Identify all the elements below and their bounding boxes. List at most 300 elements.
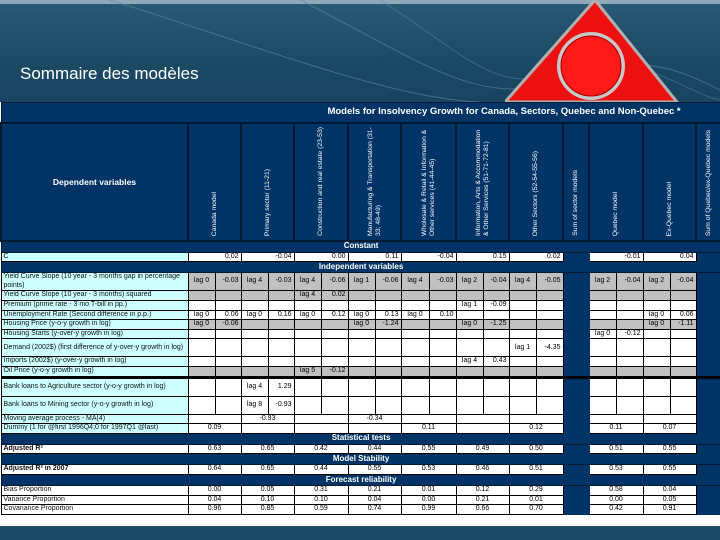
coefficient-cell: 1.29 <box>268 377 294 396</box>
coefficient-cell: -1.24 <box>375 320 401 330</box>
value-cell: 0.64 <box>188 465 241 475</box>
coefficient-cell: -1.11 <box>670 320 696 330</box>
coefficient-cell <box>536 300 563 310</box>
sum-column-cell <box>563 485 589 495</box>
sum-column-cell <box>696 339 720 357</box>
coefficient-cell <box>268 320 294 330</box>
sum-column-cell <box>563 465 589 475</box>
table-row <box>1 252 720 262</box>
lag-cell <box>294 339 321 357</box>
coefficient-cell <box>429 357 456 367</box>
value-cell: 0.01 <box>401 485 456 495</box>
coefficient-cell <box>616 310 643 320</box>
lag-cell: lag 4 <box>294 291 321 301</box>
value-cell <box>456 414 509 424</box>
lag-cell <box>401 357 429 367</box>
section-header-row <box>1 262 720 273</box>
lag-cell <box>188 300 215 310</box>
row-label: Bank loans to Mining sector (y-o-y growth in log) <box>1 396 188 414</box>
row-label: Premium (prime rate - 3 mo T-bill in pp.) <box>1 300 188 310</box>
lag-cell <box>456 339 483 357</box>
value-cell: 0.50 <box>509 444 563 454</box>
coefficient-cell <box>536 366 563 377</box>
sum-column-cell <box>696 366 720 377</box>
coefficient-cell <box>483 329 509 339</box>
table-title-row <box>1 103 720 124</box>
lag-cell <box>241 339 268 357</box>
model-column-header <box>401 123 456 241</box>
coefficient-cell: 0.13 <box>375 310 401 320</box>
coefficient-cell: -0.09 <box>483 300 509 310</box>
table-row <box>1 300 720 310</box>
lag-cell: lag 2 <box>589 273 616 291</box>
coefficient-cell: -4.35 <box>536 339 563 357</box>
value-cell: 0.10 <box>241 495 294 505</box>
row-label: Bank loans to Agriculture sector (y-o-y growth in log) <box>1 377 188 396</box>
value-cell: 0.99 <box>401 505 456 515</box>
coefficient-cell <box>536 310 563 320</box>
lag-cell: lag 0 <box>348 310 375 320</box>
sum-column-cell <box>696 424 720 434</box>
coefficient-cell <box>616 377 643 396</box>
table-row <box>1 377 720 396</box>
coefficient-cell <box>215 339 241 357</box>
lag-cell <box>348 396 375 414</box>
model-name: Manufacturing & Transportation (31-33; 48-49) <box>366 127 382 236</box>
coefficient-cell <box>215 377 241 396</box>
lag-cell <box>294 320 321 330</box>
value-cell: 0.51 <box>509 465 563 475</box>
value-cell <box>643 414 696 424</box>
lag-cell <box>589 339 616 357</box>
value-cell: -0.34 <box>348 414 401 424</box>
slide-banner <box>0 0 720 102</box>
value-cell: 0.31 <box>294 485 348 495</box>
sum-column-cell <box>696 396 720 414</box>
sum-column-cell <box>563 396 589 414</box>
sum-column-cell <box>563 300 589 310</box>
coefficient-cell: 0.06 <box>670 310 696 320</box>
coefficient-cell <box>483 396 509 414</box>
lag-cell <box>188 377 215 396</box>
value-cell: 0.55 <box>348 465 401 475</box>
lag-cell <box>241 329 268 339</box>
section-header: Model Stability <box>1 454 720 465</box>
coefficient-cell: -0.03 <box>268 273 294 291</box>
lag-cell <box>643 366 670 377</box>
sum-column-cell <box>696 300 720 310</box>
lag-cell <box>401 396 429 414</box>
lag-cell <box>348 291 375 301</box>
lag-cell <box>643 339 670 357</box>
coefficient-cell <box>616 291 643 301</box>
row-label: Covariance Proportion <box>1 505 188 515</box>
row-label: Bias Proportion <box>1 485 188 495</box>
coefficient-cell <box>215 329 241 339</box>
lag-cell <box>456 291 483 301</box>
lag-cell <box>294 357 321 367</box>
row-label: C <box>1 252 188 262</box>
model-name: Construction and real estate (23-53) <box>317 127 324 236</box>
value-cell <box>509 414 563 424</box>
lag-cell <box>589 357 616 367</box>
coefficient-cell <box>321 396 348 414</box>
value-cell: 0.53 <box>589 465 643 475</box>
sum-column-cell <box>563 273 589 291</box>
model-name: Information, Arts & Accommodation & Other Services (51-71-72-81) <box>474 129 490 236</box>
coefficient-cell <box>268 291 294 301</box>
lag-cell <box>643 300 670 310</box>
lag-cell: lag 0 <box>188 273 215 291</box>
sum-column-cell <box>696 414 720 424</box>
value-cell: 0.59 <box>294 505 348 515</box>
row-label: Unemployment Rate (Second difference in p.p.) <box>1 310 188 320</box>
lag-cell <box>348 377 375 396</box>
coefficient-cell: -0.12 <box>321 366 348 377</box>
sum-column-cell <box>563 377 589 396</box>
coefficient-cell <box>321 329 348 339</box>
coefficient-cell: -0.05 <box>536 273 563 291</box>
sum-column-cell <box>563 339 589 357</box>
section-header-row <box>1 241 720 253</box>
sum-column-cell <box>696 485 720 495</box>
lag-cell <box>401 291 429 301</box>
coefficient-cell <box>483 377 509 396</box>
lag-cell: lag 4 <box>241 377 268 396</box>
coefficient-cell <box>375 357 401 367</box>
value-cell: 0.11 <box>401 424 456 434</box>
lag-cell <box>589 310 616 320</box>
coefficient-cell <box>536 377 563 396</box>
coefficient-cell <box>429 366 456 377</box>
model-column-header <box>643 123 696 241</box>
coefficient-cell: -0.04 <box>670 273 696 291</box>
coefficient-cell <box>429 291 456 301</box>
value-cell: 0.70 <box>509 505 563 515</box>
sum-column-cell <box>696 252 720 262</box>
sum-column-cell <box>563 310 589 320</box>
value-cell: 0.04 <box>643 252 696 262</box>
value-cell: 0.00 <box>401 495 456 505</box>
value-cell: 0.85 <box>241 505 294 515</box>
value-cell: 0.65 <box>241 465 294 475</box>
coefficient-cell: -0.06 <box>375 273 401 291</box>
table-row <box>1 329 720 339</box>
value-cell: -0.04 <box>241 252 294 262</box>
lag-cell <box>509 310 536 320</box>
coefficient-cell: -0.04 <box>483 273 509 291</box>
value-cell: 0.51 <box>589 444 643 454</box>
lag-cell <box>401 366 429 377</box>
coefficient-cell <box>375 291 401 301</box>
table-row <box>1 339 720 357</box>
coefficient-cell: -0.12 <box>616 329 643 339</box>
sum-column-cell <box>696 495 720 505</box>
model-name: Sum of sector models <box>572 170 579 236</box>
model-column-header <box>188 123 241 241</box>
coefficient-cell <box>536 357 563 367</box>
coefficient-cell <box>616 366 643 377</box>
lag-cell <box>589 396 616 414</box>
lag-cell: lag 4 <box>509 273 536 291</box>
model-column-header <box>241 123 294 241</box>
coefficient-cell <box>429 339 456 357</box>
section-header-row <box>1 454 720 465</box>
section-header: Statistical tests <box>1 433 720 444</box>
value-cell: -0.01 <box>589 252 643 262</box>
sum-column-cell <box>563 320 589 330</box>
value-cell: 0.29 <box>509 485 563 495</box>
sum-column-cell <box>563 329 589 339</box>
lag-cell: lag 1 <box>456 300 483 310</box>
coefficient-cell <box>483 339 509 357</box>
row-label: Adjusted R² in 2007 <box>1 465 188 475</box>
coefficient-cell <box>670 396 696 414</box>
value-cell: 0.42 <box>294 444 348 454</box>
coefficient-cell <box>670 339 696 357</box>
lag-cell: lag 1 <box>509 339 536 357</box>
coefficient-cell: -0.04 <box>616 273 643 291</box>
dependent-variables-header: Dependent variables <box>1 123 188 241</box>
sum-column-cell <box>563 495 589 505</box>
sum-column-cell <box>696 291 720 301</box>
coefficient-cell <box>321 320 348 330</box>
row-label: Variance Proportion <box>1 495 188 505</box>
model-column-header <box>696 123 720 241</box>
lag-cell <box>589 366 616 377</box>
lag-cell <box>401 339 429 357</box>
coefficient-cell <box>616 357 643 367</box>
slide-title: Sommaire des modèles <box>20 64 199 83</box>
value-cell: 0.55 <box>401 444 456 454</box>
lag-cell <box>509 357 536 367</box>
lag-cell <box>188 291 215 301</box>
coefficient-cell <box>670 329 696 339</box>
lag-cell <box>348 339 375 357</box>
coefficient-cell <box>321 357 348 367</box>
value-cell: 0.74 <box>348 505 401 515</box>
lag-cell: lag 0 <box>401 310 429 320</box>
lag-cell <box>188 329 215 339</box>
lag-cell: lag 8 <box>241 396 268 414</box>
lag-cell <box>348 329 375 339</box>
value-cell: 0.42 <box>589 505 643 515</box>
value-cell: 0.02 <box>509 252 563 262</box>
models-summary-table <box>0 102 720 526</box>
coefficient-cell <box>215 396 241 414</box>
value-cell: 0.02 <box>188 252 241 262</box>
lag-cell <box>509 396 536 414</box>
value-cell: 0.44 <box>294 465 348 475</box>
lag-cell: lag 0 <box>348 320 375 330</box>
lag-cell <box>643 357 670 367</box>
coefficient-cell: -0.06 <box>215 320 241 330</box>
lag-cell <box>456 310 483 320</box>
lag-cell: lag 0 <box>456 320 483 330</box>
value-cell: 0.04 <box>188 495 241 505</box>
coefficient-cell <box>536 396 563 414</box>
lag-cell <box>188 396 215 414</box>
lag-cell <box>589 291 616 301</box>
lag-cell <box>348 366 375 377</box>
lag-cell <box>401 329 429 339</box>
coefficient-cell <box>429 377 456 396</box>
table-row <box>1 505 720 515</box>
row-label: Demand (2002$) (first difference of y-over-y growth in log) <box>1 339 188 357</box>
lag-cell <box>456 366 483 377</box>
value-cell: 0.44 <box>348 444 401 454</box>
lag-cell <box>241 300 268 310</box>
coefficient-cell: -0.03 <box>429 273 456 291</box>
lag-cell <box>348 357 375 367</box>
value-cell <box>241 424 294 434</box>
lag-cell <box>643 396 670 414</box>
coefficient-cell: -1.25 <box>483 320 509 330</box>
value-cell: 0.01 <box>509 495 563 505</box>
lag-cell: lag 0 <box>589 329 616 339</box>
lag-cell <box>589 377 616 396</box>
value-cell: 0.11 <box>589 424 643 434</box>
value-cell: 0.65 <box>241 444 294 454</box>
table-row <box>1 366 720 377</box>
table-row <box>1 273 720 291</box>
lag-cell <box>643 329 670 339</box>
triangle-circle-logo-icon <box>505 0 685 102</box>
lag-cell <box>188 339 215 357</box>
coefficient-cell <box>483 291 509 301</box>
row-label: Adjusted R² <box>1 444 188 454</box>
coefficient-cell <box>483 366 509 377</box>
coefficient-cell <box>670 366 696 377</box>
coefficient-cell <box>268 357 294 367</box>
coefficient-cell <box>268 329 294 339</box>
model-column-header <box>348 123 401 241</box>
model-name: Other Sectors (52-54-55-56) <box>532 150 539 236</box>
coefficient-cell <box>321 300 348 310</box>
lag-cell <box>241 366 268 377</box>
lag-cell: lag 2 <box>643 273 670 291</box>
coefficient-cell <box>616 339 643 357</box>
value-cell: 0.46 <box>456 465 509 475</box>
row-label: Oil Price (y-o-y growth in log) <box>1 366 188 377</box>
sum-column-cell <box>696 444 720 454</box>
value-cell: 0.12 <box>509 424 563 434</box>
lag-cell: lag 4 <box>294 273 321 291</box>
row-label: Yield Curve Slope (10 year - 3 months gap in percentage points) <box>1 273 188 291</box>
sum-column-cell <box>563 291 589 301</box>
coefficient-cell <box>321 339 348 357</box>
value-cell: 0.91 <box>643 505 696 515</box>
lag-cell: lag 4 <box>456 357 483 367</box>
value-cell: 0.09 <box>188 424 241 434</box>
table-row <box>1 291 720 301</box>
lag-cell <box>509 366 536 377</box>
value-cell <box>294 414 348 424</box>
row-label: Housing Starts (y-over-y growth in log) <box>1 329 188 339</box>
section-header: Independent variables <box>1 262 720 273</box>
coefficient-cell <box>483 310 509 320</box>
coefficient-cell <box>670 291 696 301</box>
table-row <box>1 485 720 495</box>
sum-column-cell <box>696 310 720 320</box>
value-cell: 0.96 <box>188 505 241 515</box>
value-cell: 0.53 <box>401 465 456 475</box>
lag-cell <box>241 357 268 367</box>
model-column-header <box>294 123 348 241</box>
lag-cell <box>589 300 616 310</box>
lag-cell <box>294 396 321 414</box>
lag-cell <box>456 396 483 414</box>
coefficient-cell <box>375 300 401 310</box>
sum-column-cell <box>696 505 720 515</box>
value-cell <box>589 414 643 424</box>
lag-cell <box>456 329 483 339</box>
coefficient-cell: 0.02 <box>321 291 348 301</box>
lag-cell <box>509 329 536 339</box>
section-header-row <box>1 474 720 485</box>
coefficient-cell <box>268 300 294 310</box>
coefficient-cell: 0.10 <box>429 310 456 320</box>
coefficient-cell <box>268 366 294 377</box>
value-cell: 0.63 <box>188 444 241 454</box>
coefficient-cell: -0.93 <box>268 396 294 414</box>
value-cell: 0.21 <box>348 485 401 495</box>
lag-cell <box>241 320 268 330</box>
coefficient-cell <box>375 329 401 339</box>
coefficient-cell <box>670 377 696 396</box>
lag-cell: lag 2 <box>456 273 483 291</box>
sum-column-cell <box>563 424 589 434</box>
section-header-row <box>1 433 720 444</box>
lag-cell <box>241 291 268 301</box>
model-name: Ex-Quebec model <box>665 181 673 236</box>
lag-cell <box>643 377 670 396</box>
value-cell: 0.21 <box>456 495 509 505</box>
lag-cell <box>188 366 215 377</box>
value-cell: 0.12 <box>456 485 509 495</box>
lag-cell: lag 0 <box>294 310 321 320</box>
row-label: Housing Price (y-o-y growth in log) <box>1 320 188 330</box>
coefficient-cell: 0.16 <box>268 310 294 320</box>
table-row <box>1 495 720 505</box>
value-cell: 0.05 <box>241 485 294 495</box>
coefficient-cell: 0.12 <box>321 310 348 320</box>
value-cell: 0.15 <box>456 252 509 262</box>
lag-cell <box>294 300 321 310</box>
coefficient-cell <box>616 396 643 414</box>
lag-cell: lag 4 <box>241 273 268 291</box>
sum-column-cell <box>696 465 720 475</box>
sum-column-cell <box>563 505 589 515</box>
value-cell: -0.93 <box>241 414 294 424</box>
coefficient-cell <box>215 366 241 377</box>
coefficient-cell <box>215 357 241 367</box>
coefficient-cell <box>536 291 563 301</box>
value-cell: 0.55 <box>643 444 696 454</box>
value-cell: 0.10 <box>294 495 348 505</box>
table-title: Models for Insolvency Growth for Canada, Sectors, Quebec and Non-Quebec * <box>1 103 720 124</box>
sum-column-cell <box>563 252 589 262</box>
lag-cell <box>509 291 536 301</box>
table-row <box>1 424 720 434</box>
model-name: Quebec model <box>612 191 619 236</box>
lag-cell <box>509 300 536 310</box>
sum-column-cell <box>696 329 720 339</box>
coefficient-cell <box>375 366 401 377</box>
coefficient-cell <box>321 377 348 396</box>
sum-column-cell <box>696 377 720 396</box>
lag-cell <box>188 357 215 367</box>
